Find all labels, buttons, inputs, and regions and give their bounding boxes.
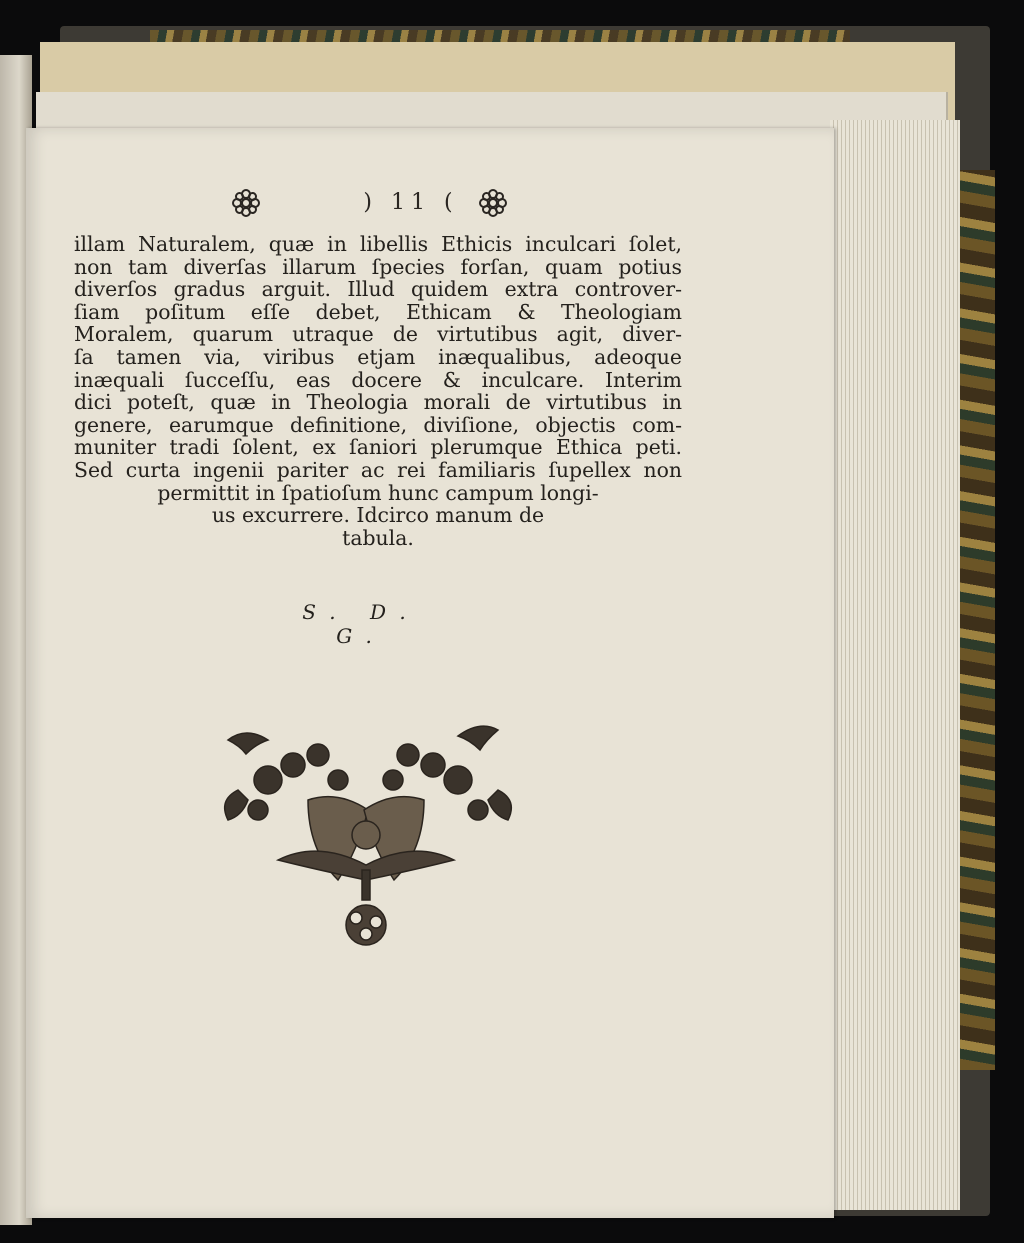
floral-cornucopia-ornament-icon — [198, 710, 534, 950]
signature-sdg: S. D. G. — [302, 600, 420, 648]
text-line: inæquali ſucceſſu, eas docere & inculcare. Interim — [74, 367, 682, 392]
book-page — [26, 128, 834, 1218]
text-line: ſiam poſitum eſſe debet, Ethicam & Theologiam — [74, 299, 682, 324]
text-line: non tam diverſas illarum ſpecies forſan, quam potius — [74, 254, 682, 279]
body-text — [74, 233, 682, 549]
text-line: dici poteſt, quæ in Theologia morali de virtutibus in — [74, 390, 682, 415]
page-header — [26, 188, 834, 222]
text-line: diverſos gradus arguit. Illud quidem extra controver- — [74, 277, 682, 302]
text-line: Sed curta ingenii pariter ac rei familiaris ſupellex non — [74, 457, 682, 482]
text-line: tabula. — [342, 525, 414, 550]
rosette-icon — [478, 188, 508, 218]
marbled-cover-side — [955, 170, 995, 1070]
page-stack-edges — [830, 120, 960, 1210]
text-line: Moralem, quarum utraque de virtutibus agit, diver- — [74, 322, 682, 347]
page-number: ) 11 ( — [363, 190, 459, 215]
rosette-icon — [231, 188, 261, 218]
text-line: illam Naturalem, quæ in libellis Ethicis inculcari ſolet, — [74, 232, 682, 256]
text-line: permittit in ſpatioſum hunc campum longi- — [157, 480, 599, 505]
text-line: us excurrere. Idcirco manum de — [211, 503, 545, 528]
text-line: genere, earumque definitione, diviſione, objectis com- — [74, 412, 682, 437]
text-line: ſa tamen via, viribus etjam inæqualibus, adeoque — [74, 344, 682, 369]
text-line: muniter tradi ſolent, ex ſaniori plerumque Ethica peti. — [74, 435, 682, 460]
